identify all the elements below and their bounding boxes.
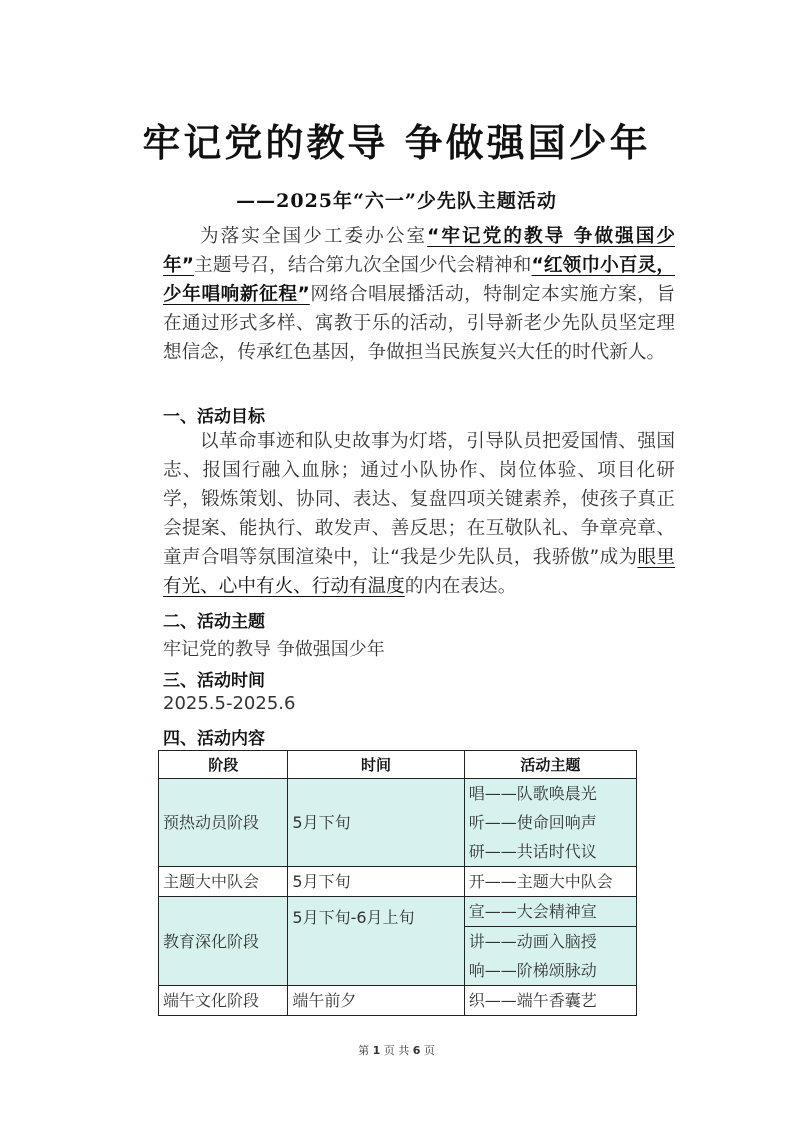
- activity-table: [158, 750, 637, 1016]
- table-row: [159, 779, 637, 867]
- time-cell: 5月下旬: [288, 779, 464, 867]
- intro-text-3: 网络合唱展播活动，特制定本实施方案，旨在通过形式多样、寓教于乐的活动，引导新老少先队员坚定理想信念，传承红色基因，争做担当民族复兴大任的时代新人。: [163, 284, 675, 363]
- theme-text: 牢记党的教导 争做强国少年: [163, 639, 385, 660]
- goal-text-2: 的内在表达。: [404, 576, 517, 597]
- table-header-row: [159, 751, 637, 779]
- theme-cell: [464, 927, 636, 986]
- stage-cell: 教育深化阶段: [159, 897, 288, 986]
- theme-heading: 二、活动主题: [163, 612, 265, 632]
- theme-item: 唱——队歌唤晨光: [468, 784, 597, 803]
- header-time: 时间: [288, 751, 464, 779]
- time-cell: 5月下旬: [288, 867, 464, 897]
- intro-underline-slogan: “牢记党的教导 争做强国少年”: [163, 226, 675, 276]
- theme-item: 织——端午香囊艺: [468, 991, 597, 1010]
- time-text: 2025.5-2025.6: [163, 693, 296, 714]
- time-cell: 端午前夕: [288, 986, 464, 1016]
- theme-cell: [464, 897, 636, 927]
- goal-underline: 眼里有光、心中有火、行动有温度: [163, 547, 675, 597]
- goal-heading: 一、活动目标: [163, 407, 265, 427]
- header-theme: 活动主题: [464, 751, 636, 779]
- theme-item: 讲——动画入脑授: [468, 932, 597, 951]
- table-row: [159, 867, 637, 897]
- intro-underline-event: “红领巾小百灵，少年唱响新征程”: [163, 255, 675, 305]
- theme-item: 宣——大会精神宣: [468, 902, 597, 921]
- footer-text: 页 共: [383, 1044, 410, 1057]
- goal-text-1: 以革命事迹和队史故事为灯塔，引导队员把爱国情、强国志、报国行融入血脉；通过小队协作、岗位体验、项目化研学，锻炼策划、协同、表达、复盘四项关键素养，使孩子真正会提案、能执行、敢发声、善反思；在互敬队礼、争章亮章、童声合唱等氛围渲染中，让“我是少先队员，我骄傲”成为: [163, 431, 675, 568]
- table-row: [159, 897, 637, 927]
- intro-text-1: 为落实全国少工委办公室: [200, 226, 428, 247]
- theme-cell: [464, 986, 636, 1016]
- header-stage: 阶段: [159, 751, 288, 779]
- footer-text: 第: [358, 1044, 370, 1057]
- footer-page-number: 1: [372, 1044, 381, 1057]
- theme-item: 研——共话时代议: [468, 842, 597, 861]
- stage-cell: 端午文化阶段: [159, 986, 288, 1016]
- theme-item: 响——阶梯颂脉动: [468, 961, 597, 980]
- goal-paragraph: [163, 427, 675, 601]
- theme-cell: [464, 779, 636, 867]
- time-cell: 5月下旬-6月上旬: [288, 897, 464, 986]
- page-footer: [0, 1042, 793, 1058]
- theme-cell: [464, 867, 636, 897]
- theme-item: 开——主题大中队会: [468, 872, 613, 891]
- intro-text-2: 主题号召，结合第九次全国少代会精神和: [193, 255, 532, 276]
- stage-cell: 主题大中队会: [159, 867, 288, 897]
- time-heading: 三、活动时间: [163, 671, 265, 691]
- document-subtitle: ——2025年“六一”少先队主题活动: [236, 190, 557, 212]
- stage-cell: 预热动员阶段: [159, 779, 288, 867]
- footer-page-total: 6: [412, 1044, 421, 1057]
- table-row: [159, 986, 637, 1016]
- footer-text: 页: [423, 1044, 435, 1057]
- document-title: 牢记党的教导 争做强国少年: [142, 120, 651, 165]
- content-heading: 四、活动内容: [163, 729, 265, 749]
- theme-item: 听——使命回响声: [468, 813, 597, 832]
- intro-paragraph: [163, 222, 675, 367]
